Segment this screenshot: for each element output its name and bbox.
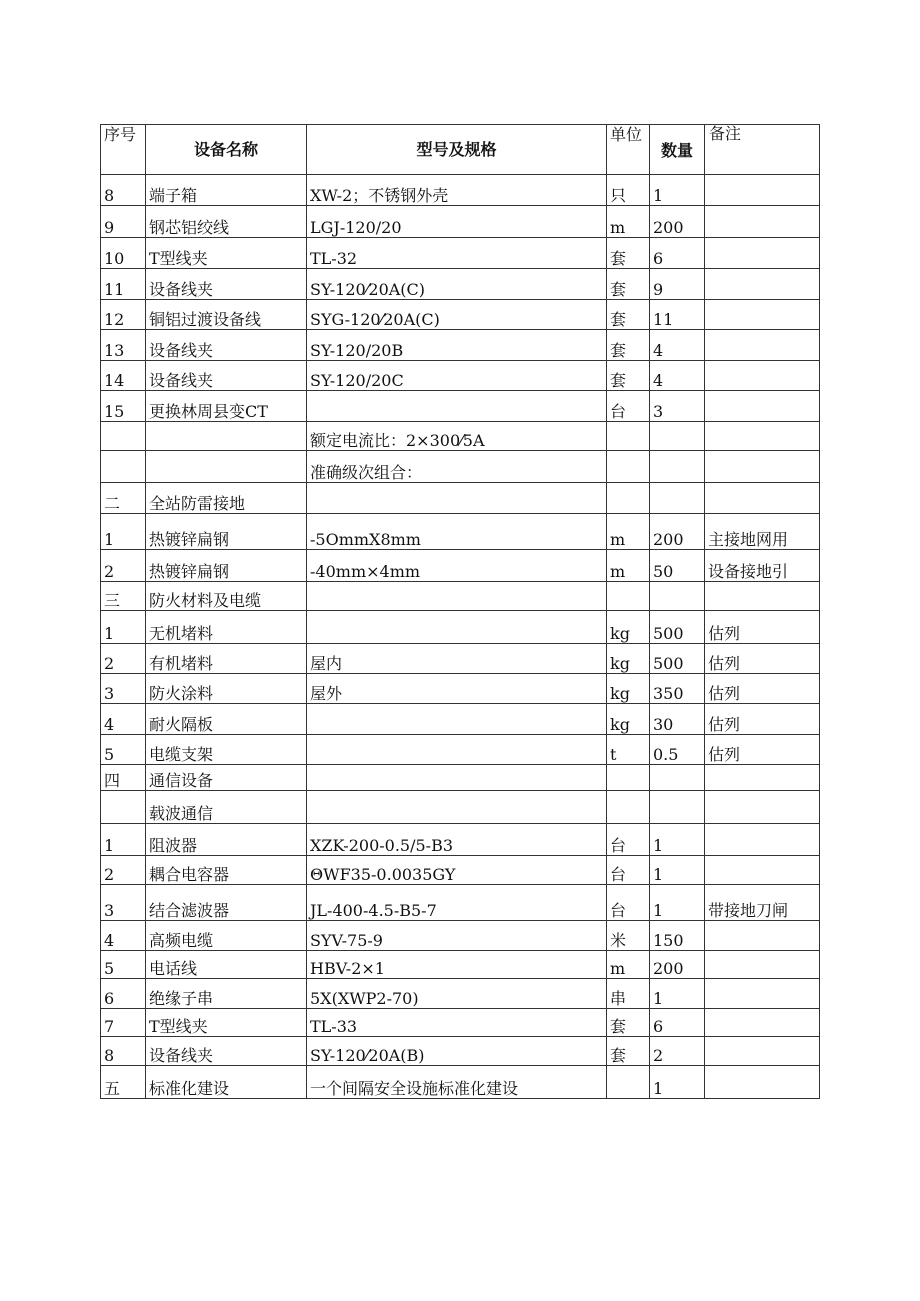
row-qty: 4 — [650, 330, 705, 361]
row-qty — [650, 791, 705, 824]
table-row — [101, 979, 820, 1009]
row-unit — [607, 765, 650, 791]
row-seq: 14 — [101, 361, 146, 391]
row-qty: 200 — [650, 951, 705, 979]
row-seq: 2 — [101, 644, 146, 674]
row-seq — [101, 451, 146, 483]
row-note — [705, 791, 820, 824]
row-name — [146, 451, 307, 483]
row-unit: 套 — [607, 1037, 650, 1066]
row-unit — [607, 1066, 650, 1099]
row-qty: 1 — [650, 856, 705, 885]
header-model: 型号及规格 — [307, 125, 607, 175]
row-note — [705, 175, 820, 206]
row-name: 耐火隔板 — [146, 704, 307, 735]
table-row — [101, 361, 820, 391]
row-seq: 二 — [101, 483, 146, 514]
row-note — [705, 582, 820, 611]
row-note: 设备接地引 — [705, 550, 820, 582]
row-qty: 11 — [650, 300, 705, 330]
header-name: 设备名称 — [146, 125, 307, 175]
table-row — [101, 582, 820, 611]
row-name: 钢芯铝绞线 — [146, 206, 307, 238]
row-unit: m — [607, 550, 650, 582]
row-model: 一个间隔安全设施标准化建设 — [307, 1066, 607, 1099]
row-qty: 200 — [650, 514, 705, 550]
row-seq: 4 — [101, 704, 146, 735]
row-model: SYV-75-9 — [307, 921, 607, 951]
row-unit — [607, 422, 650, 451]
table-row — [101, 1066, 820, 1099]
row-note — [705, 206, 820, 238]
row-note — [705, 1037, 820, 1066]
row-model: 准确级次组合： — [307, 451, 607, 483]
row-name: 防火涂料 — [146, 674, 307, 704]
table-row — [101, 735, 820, 765]
table-row — [101, 175, 820, 206]
row-note — [705, 483, 820, 514]
row-note — [705, 361, 820, 391]
row-unit: kg — [607, 704, 650, 735]
row-model: JL-400-4.5-B5-7 — [307, 885, 607, 921]
row-seq: 12 — [101, 300, 146, 330]
row-model: -40mm×4mm — [307, 550, 607, 582]
row-unit — [607, 791, 650, 824]
row-note — [705, 1066, 820, 1099]
row-note — [705, 391, 820, 422]
row-name: 高频电缆 — [146, 921, 307, 951]
row-seq: 5 — [101, 735, 146, 765]
row-seq: 2 — [101, 550, 146, 582]
row-qty: 1 — [650, 824, 705, 856]
row-note: 估列 — [705, 644, 820, 674]
row-name: 铜铝过渡设备线 — [146, 300, 307, 330]
row-unit: 套 — [607, 1009, 650, 1037]
header-row — [101, 125, 820, 175]
row-name: 热镀锌扁钢 — [146, 550, 307, 582]
row-seq: 5 — [101, 951, 146, 979]
row-unit: 台 — [607, 856, 650, 885]
row-name: 阻波器 — [146, 824, 307, 856]
row-name: 设备线夹 — [146, 361, 307, 391]
row-qty: 500 — [650, 644, 705, 674]
row-note — [705, 300, 820, 330]
row-note — [705, 921, 820, 951]
table-row — [101, 824, 820, 856]
table-row — [101, 550, 820, 582]
row-qty: 1 — [650, 885, 705, 921]
row-seq: 7 — [101, 1009, 146, 1037]
row-name: 通信设备 — [146, 765, 307, 791]
table-row — [101, 451, 820, 483]
row-name: 防火材料及电缆 — [146, 582, 307, 611]
row-name: 结合滤波器 — [146, 885, 307, 921]
row-seq — [101, 422, 146, 451]
row-qty: 2 — [650, 1037, 705, 1066]
row-model: SY-120⁄20A(C) — [307, 269, 607, 300]
row-name: 标准化建设 — [146, 1066, 307, 1099]
row-seq: 6 — [101, 979, 146, 1009]
table-row — [101, 765, 820, 791]
row-unit: t — [607, 735, 650, 765]
row-note: 估列 — [705, 735, 820, 765]
table-row — [101, 422, 820, 451]
row-qty — [650, 582, 705, 611]
row-model: -5OmmX8mm — [307, 514, 607, 550]
table-row — [101, 856, 820, 885]
row-note — [705, 856, 820, 885]
row-name: 电缆支架 — [146, 735, 307, 765]
row-qty: 3 — [650, 391, 705, 422]
table-row — [101, 921, 820, 951]
row-note — [705, 1009, 820, 1037]
row-unit: m — [607, 206, 650, 238]
row-name: 全站防雷接地 — [146, 483, 307, 514]
row-seq: 1 — [101, 824, 146, 856]
row-seq: 8 — [101, 1037, 146, 1066]
row-note — [705, 330, 820, 361]
row-name: 电话线 — [146, 951, 307, 979]
row-model: SY-120/20B — [307, 330, 607, 361]
row-qty: 0.5 — [650, 735, 705, 765]
row-model — [307, 391, 607, 422]
row-seq: 2 — [101, 856, 146, 885]
header-unit: 单位 — [607, 125, 650, 175]
row-unit: 套 — [607, 361, 650, 391]
row-note — [705, 422, 820, 451]
equipment-table — [100, 124, 820, 1099]
row-model: TL-32 — [307, 238, 607, 269]
row-qty: 4 — [650, 361, 705, 391]
row-seq: 三 — [101, 582, 146, 611]
table-row — [101, 704, 820, 735]
row-model: ΘWF35-0.0035GY — [307, 856, 607, 885]
row-unit: 台 — [607, 391, 650, 422]
row-name: T型线夹 — [146, 238, 307, 269]
row-unit — [607, 582, 650, 611]
row-unit: 米 — [607, 921, 650, 951]
row-model — [307, 483, 607, 514]
row-seq: 四 — [101, 765, 146, 791]
table-row — [101, 300, 820, 330]
row-name: T型线夹 — [146, 1009, 307, 1037]
row-qty — [650, 483, 705, 514]
row-qty — [650, 451, 705, 483]
row-name: 绝缘子串 — [146, 979, 307, 1009]
row-qty: 1 — [650, 979, 705, 1009]
row-qty: 150 — [650, 921, 705, 951]
row-note — [705, 269, 820, 300]
table-row — [101, 1037, 820, 1066]
row-name: 热镀锌扁钢 — [146, 514, 307, 550]
row-model — [307, 765, 607, 791]
row-qty: 350 — [650, 674, 705, 704]
table-row — [101, 611, 820, 644]
row-name: 更换林周县变CT — [146, 391, 307, 422]
row-unit: m — [607, 514, 650, 550]
row-qty: 9 — [650, 269, 705, 300]
row-qty — [650, 765, 705, 791]
row-model: TL-33 — [307, 1009, 607, 1037]
row-name: 设备线夹 — [146, 269, 307, 300]
row-unit: 套 — [607, 269, 650, 300]
row-model — [307, 735, 607, 765]
row-qty: 6 — [650, 238, 705, 269]
row-model — [307, 611, 607, 644]
row-model: SY-120⁄20A(B) — [307, 1037, 607, 1066]
row-unit: 只 — [607, 175, 650, 206]
row-seq: 4 — [101, 921, 146, 951]
row-note: 估列 — [705, 674, 820, 704]
row-seq: 1 — [101, 611, 146, 644]
row-note — [705, 765, 820, 791]
row-model: SYG-120⁄20A(C) — [307, 300, 607, 330]
row-seq: 11 — [101, 269, 146, 300]
row-qty: 1 — [650, 175, 705, 206]
row-seq: 3 — [101, 674, 146, 704]
row-name — [146, 422, 307, 451]
row-unit: 套 — [607, 300, 650, 330]
row-unit — [607, 483, 650, 514]
row-unit: 套 — [607, 330, 650, 361]
row-qty: 50 — [650, 550, 705, 582]
row-name: 耦合电容器 — [146, 856, 307, 885]
row-model: 5X(XWP2-70) — [307, 979, 607, 1009]
row-note — [705, 979, 820, 1009]
row-model: XZK-200-0.5/5-B3 — [307, 824, 607, 856]
row-name: 有机堵料 — [146, 644, 307, 674]
row-qty: 6 — [650, 1009, 705, 1037]
row-note — [705, 451, 820, 483]
row-unit: kg — [607, 644, 650, 674]
row-seq: 8 — [101, 175, 146, 206]
header-note: 备注 — [705, 125, 820, 175]
table-row — [101, 674, 820, 704]
row-unit: 串 — [607, 979, 650, 1009]
row-model: 屋外 — [307, 674, 607, 704]
row-model: 额定电流比：2×300⁄5A — [307, 422, 607, 451]
table-row — [101, 885, 820, 921]
row-note — [705, 238, 820, 269]
row-seq — [101, 791, 146, 824]
row-model: SY-120/20C — [307, 361, 607, 391]
table-row — [101, 391, 820, 422]
row-note — [705, 824, 820, 856]
row-unit: kg — [607, 674, 650, 704]
table-row — [101, 483, 820, 514]
table-body — [101, 175, 820, 1099]
row-unit: 台 — [607, 885, 650, 921]
row-note — [705, 951, 820, 979]
row-seq: 13 — [101, 330, 146, 361]
table-row — [101, 206, 820, 238]
row-model — [307, 704, 607, 735]
row-qty: 1 — [650, 1066, 705, 1099]
row-name: 载波通信 — [146, 791, 307, 824]
row-name: 设备线夹 — [146, 1037, 307, 1066]
table-row — [101, 269, 820, 300]
row-model: XW-2；不锈钢外壳 — [307, 175, 607, 206]
row-note: 估列 — [705, 611, 820, 644]
header-qty: 数量 — [650, 125, 705, 175]
table-row — [101, 951, 820, 979]
table-row — [101, 791, 820, 824]
row-note: 估列 — [705, 704, 820, 735]
row-model: HBV-2×1 — [307, 951, 607, 979]
row-unit: m — [607, 951, 650, 979]
row-model: LGJ-120/20 — [307, 206, 607, 238]
row-seq: 1 — [101, 514, 146, 550]
row-name: 无机堵料 — [146, 611, 307, 644]
row-name: 设备线夹 — [146, 330, 307, 361]
row-qty: 500 — [650, 611, 705, 644]
row-unit — [607, 451, 650, 483]
row-qty: 200 — [650, 206, 705, 238]
table-row — [101, 644, 820, 674]
table-row — [101, 238, 820, 269]
row-seq: 10 — [101, 238, 146, 269]
row-note: 主接地网用 — [705, 514, 820, 550]
row-note: 带接地刀闸 — [705, 885, 820, 921]
row-qty — [650, 422, 705, 451]
row-seq: 15 — [101, 391, 146, 422]
row-seq: 3 — [101, 885, 146, 921]
table-row — [101, 514, 820, 550]
row-unit: 台 — [607, 824, 650, 856]
row-unit: kg — [607, 611, 650, 644]
row-seq: 9 — [101, 206, 146, 238]
row-model: 屋内 — [307, 644, 607, 674]
row-model — [307, 791, 607, 824]
table-row — [101, 330, 820, 361]
row-qty: 30 — [650, 704, 705, 735]
row-model — [307, 582, 607, 611]
header-seq: 序号 — [101, 125, 146, 175]
row-seq: 五 — [101, 1066, 146, 1099]
row-name: 端子箱 — [146, 175, 307, 206]
row-unit: 套 — [607, 238, 650, 269]
table-row — [101, 1009, 820, 1037]
